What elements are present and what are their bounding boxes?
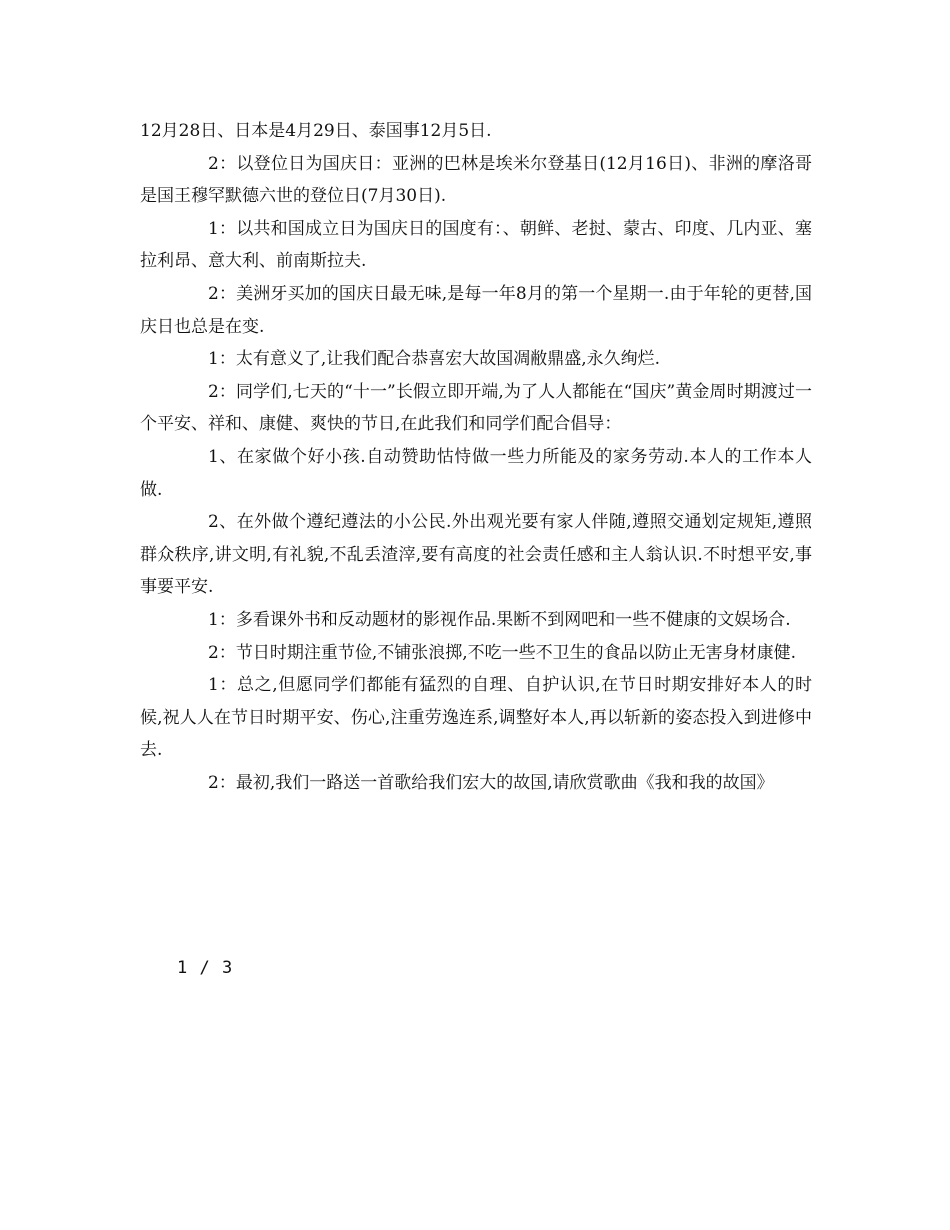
paragraph: 1：太有意义了,让我们配合恭喜宏大故国凋敝鼎盛,永久绚烂. xyxy=(208,349,661,370)
paragraph: 2：以登位日为国庆日：亚洲的巴林是埃米尔登基日(12月16日)、非洲的摩洛哥是国王穆罕默德六世的登位日(7月30日). xyxy=(140,153,812,207)
paragraph: 1、在家做个好小孩.自动赞助怙恃做一些力所能及的家务劳动.本人的工作本人做. xyxy=(140,446,812,500)
paragraph-continuation: 12月28日、日本是4月29日、泰国事12月5日. xyxy=(140,121,492,141)
document-body xyxy=(140,115,812,799)
paragraph: 2：美洲牙买加的国庆日最无味,是每一年8月的第一个星期一.由于年轮的更替,国庆日也总是在变. xyxy=(140,283,812,337)
page-number: 1 / 3 xyxy=(177,958,234,978)
paragraph: 2、在外做个遵纪遵法的小公民.外出观光要有家人伴随,遵照交通划定规矩,遵照群众秩序,讲文明,有礼貌,不乱丢渣滓,要有高度的社会责任感和主人翁认识.不时想平安,事事要平安. xyxy=(140,512,812,598)
paragraph: 1：多看课外书和反动题材的影视作品.果断不到网吧和一些不健康的文娱场合. xyxy=(208,609,791,630)
paragraph: 1：总之,但愿同学们都能有猛烈的自理、自护认识,在节日时期安排好本人的时候,祝人人在节日时期平安、伤心,注重劳逸连系,调整好本人,再以斩新的姿态投入到进修中去. xyxy=(140,675,812,761)
paragraph: 2：最初,我们一路送一首歌给我们宏大的故国,请欣赏歌曲《我和我的故国》 xyxy=(208,772,774,793)
paragraph: 2：同学们,七天的“十一”长假立即开端,为了人人都能在“国庆”黄金周时期渡过一个平安、祥和、康健、爽快的节日,在此我们和同学们配合倡导： xyxy=(140,381,812,435)
paragraph: 1：以共和国成立日为国庆日的国度有：、朝鲜、老挝、蒙古、印度、几内亚、塞拉利昂、意大利、前南斯拉夫. xyxy=(140,218,812,272)
paragraph: 2：节日时期注重节俭,不铺张浪掷,不吃一些不卫生的食品以防止无害身材康健. xyxy=(208,642,797,663)
